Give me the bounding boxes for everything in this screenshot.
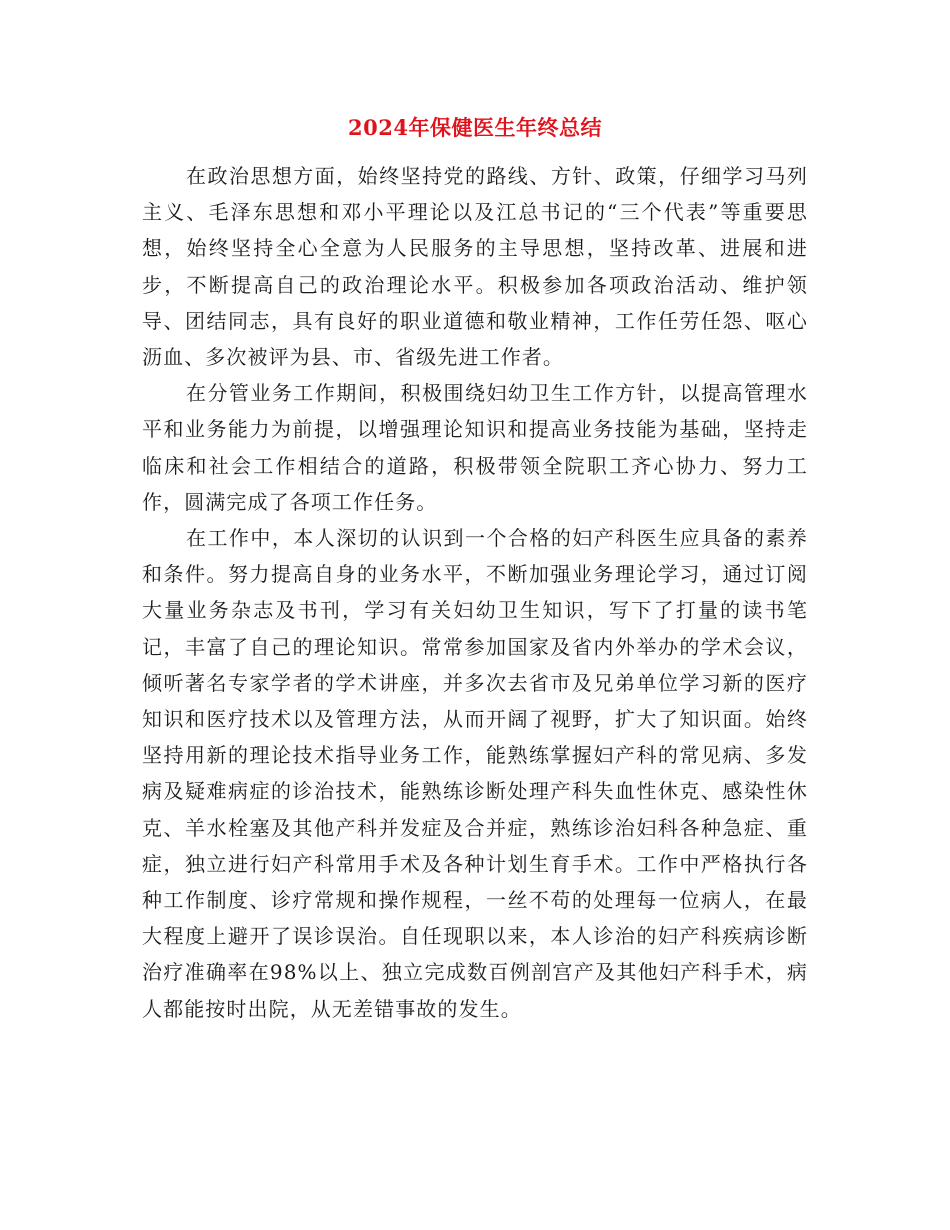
paragraph-business-management: 在分管业务工作期间，积极围绕妇幼卫生工作方针，以提高管理水平和业务能力为前提，以增强理论知识和提高业务技能为基础，坚持走临床和社会工作相结合的道路，积极带领全院职工齐心协力、努力工作，圆满完成了各项工作任务。 (142, 381, 808, 514)
document-title: 2024年保健医生年终总结 (348, 115, 602, 140)
paragraph-clinical-work: 在工作中，本人深切的认识到一个合格的妇产科医生应具备的素养和条件。努力提高自身的业务水平，不断加强业务理论学习，通过订阅大量业务杂志及书刊，学习有关妇幼卫生知识，写下了打量的读书笔记，丰富了自己的理论知识。常常参加国家及省内外举办的学术会议，倾听著名专家学者的学术讲座，并多次去省市及兄弟单位学习新的医疗知识和医疗技术以及管理方法，从而开阔了视野，扩大了知识面。始终坚持用新的理论技术指导业务工作，能熟练掌握妇产科的常见病、多发病及疑难病症的诊治技术，能熟练诊断处理产科失血性休克、感染性休克、羊水栓塞及其他产科并发症及合并症，熟练诊治妇科各种急症、重症，独立进行妇产科常用手术及各种计划生育手术。工作中严格执行各种工作制度、诊疗常规和操作规程，一丝不苟的处理每一位病人，在最大程度上避开了误诊误治。自任现职以来，本人诊治的妇产科疾病诊断治疗准确率在98%以上、独立完成数百例剖宫产及其他妇产科手术，病人都能按时出院，从无差错事故的发生。 (142, 526, 808, 1021)
paragraph-political-thought: 在政治思想方面，始终坚持党的路线、方针、政策，仔细学习马列主义、毛泽东思想和邓小平理论以及江总书记的“三个代表”等重要思想，始终坚持全心全意为人民服务的主导思想，坚持改革、进展和进步，不断提高自己的政治理论水平。积极参加各项政治活动、维护领导、团结同志，具有良好的职业道德和敬业精神，工作任劳任怨、呕心沥血、多次被评为县、市、省级先进工作者。 (142, 164, 808, 370)
document-body (142, 158, 808, 1027)
